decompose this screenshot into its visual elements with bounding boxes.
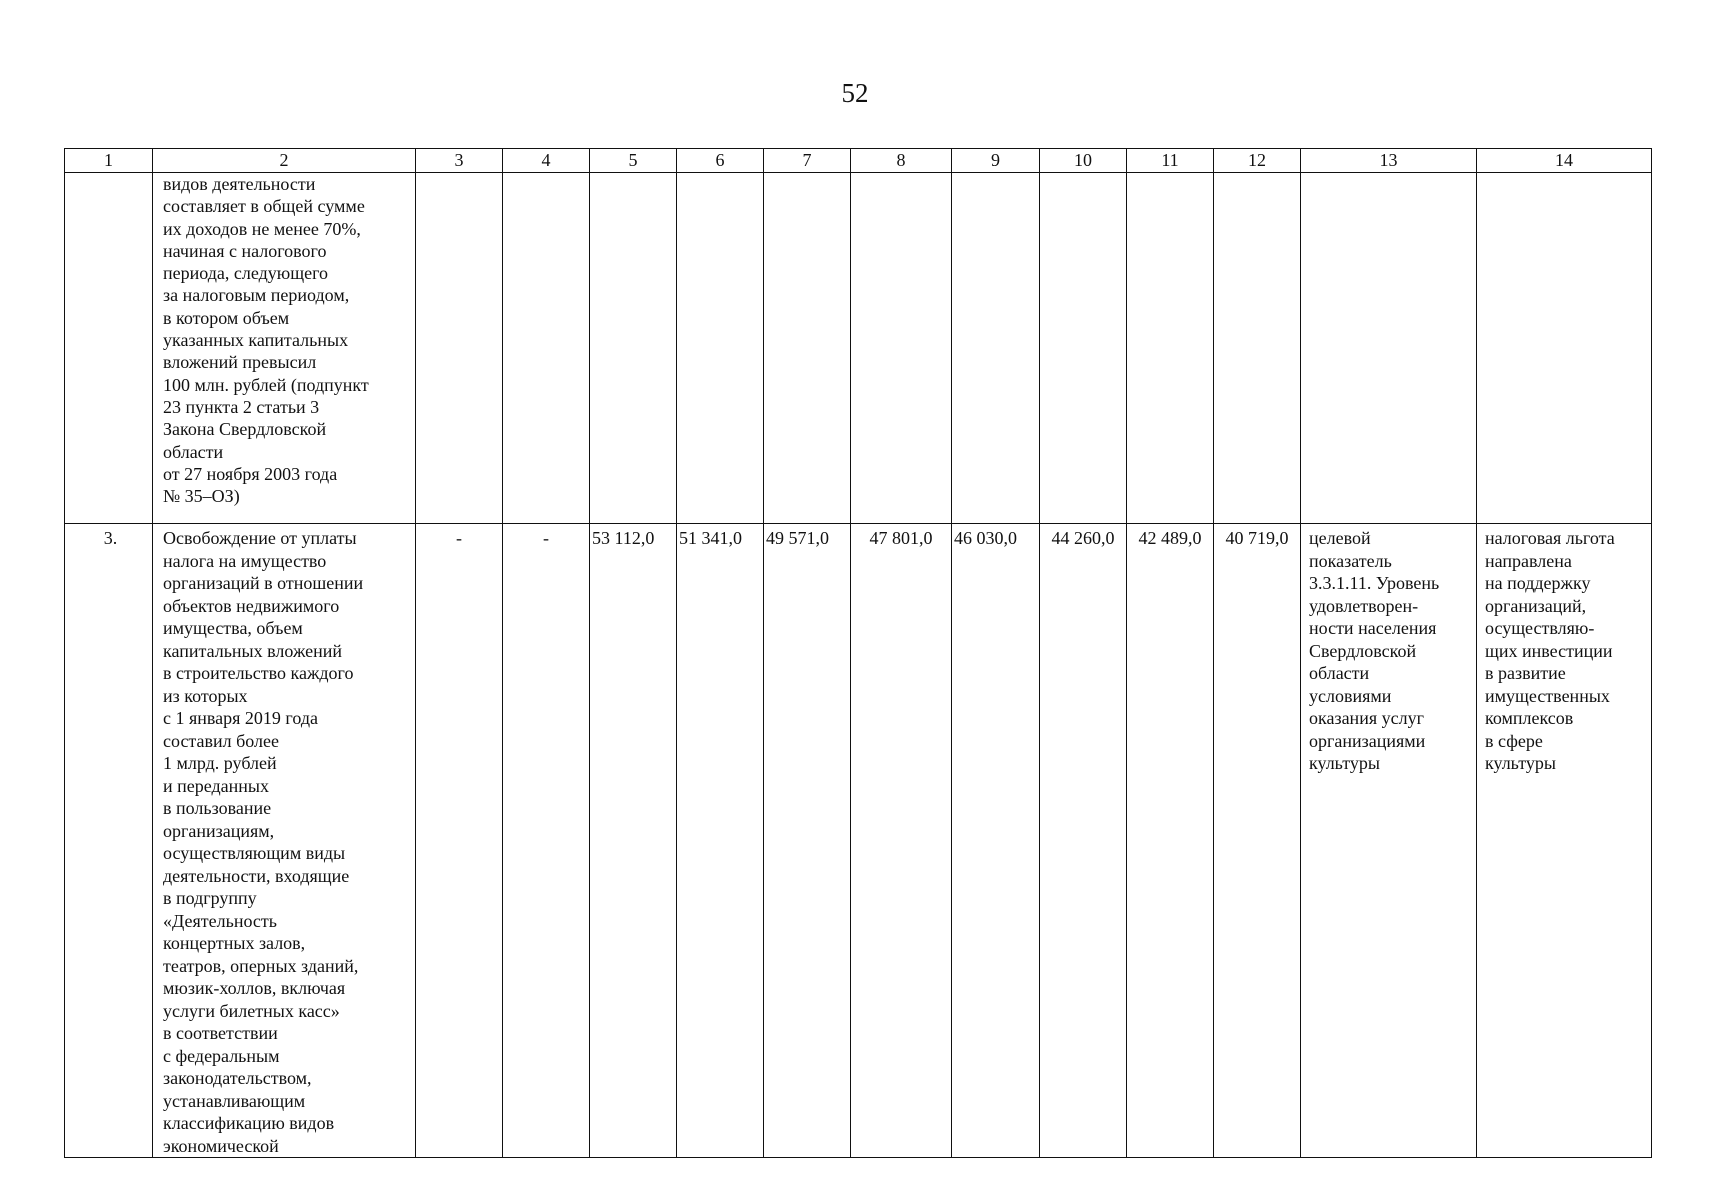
value-cell: 47 801,0	[851, 524, 952, 1158]
column-header: 7	[764, 149, 851, 173]
table-row	[65, 173, 1652, 524]
column-header: 11	[1127, 149, 1214, 173]
column-header: 14	[1477, 149, 1652, 173]
page-number: 52	[841, 78, 869, 108]
value-cell: 42 489,0	[1127, 524, 1214, 1158]
column-header: 4	[503, 149, 590, 173]
column-header: 9	[952, 149, 1040, 173]
column-header: 5	[590, 149, 677, 173]
column-number-row	[65, 149, 1652, 173]
value-cell: -	[503, 524, 590, 1158]
column-header: 2	[153, 149, 416, 173]
value-cell: 49 571,0	[764, 524, 851, 1158]
column-header: 3	[416, 149, 503, 173]
target-indicator-cell: целевой показатель 3.3.1.11. Уровень удовлетворен- ности населения Свердловской области условиями оказания услуг организациями культуры	[1301, 524, 1477, 1158]
row-number-cell: 3.	[65, 524, 153, 1158]
value-cell: -	[416, 524, 503, 1158]
column-header: 12	[1214, 149, 1301, 173]
value-cell: 51 341,0	[677, 524, 764, 1158]
purpose-cell: налоговая льгота направлена на поддержку организаций, осуществляю- щих инвестиции в развитие имущественных комплексов в сфере культуры	[1477, 524, 1652, 1158]
value-cell: 40 719,0	[1214, 524, 1301, 1158]
benefits-table	[64, 148, 1652, 1158]
column-header: 6	[677, 149, 764, 173]
column-header: 1	[65, 149, 153, 173]
value-cell: 53 112,0	[590, 524, 677, 1158]
row-number-cell	[65, 173, 153, 524]
value-cell: 46 030,0	[952, 524, 1040, 1158]
table-row	[65, 524, 1652, 1158]
description-cell: видов деятельности составляет в общей сумме их доходов не менее 70%, начиная с налогового периода, следующего за налоговым периодом, в котором объем указанных капитальных вложений превысил 100 млн. рублей (подпункт 23 пункта 2 статьи 3 Закона Свердловской области от 27 ноября 2003 года № 35–ОЗ)	[153, 173, 416, 524]
value-cell: 44 260,0	[1040, 524, 1127, 1158]
column-header: 13	[1301, 149, 1477, 173]
column-header: 8	[851, 149, 952, 173]
description-cell: Освобождение от уплаты налога на имущество организаций в отношении объектов недвижимого имущества, объем капитальных вложений в строительство каждого из которых с 1 января 2019 года составил более 1 млрд. рублей и переданных в пользование организациям, осуществляющим виды деятельности, входящие в подгруппу «Деятельность концертных залов, театров, оперных зданий, мюзик-холлов, включая услуги билетных касс» в соответствии с федеральным законодательством, устанавливающим классификацию видов экономической	[153, 524, 416, 1158]
column-header: 10	[1040, 149, 1127, 173]
